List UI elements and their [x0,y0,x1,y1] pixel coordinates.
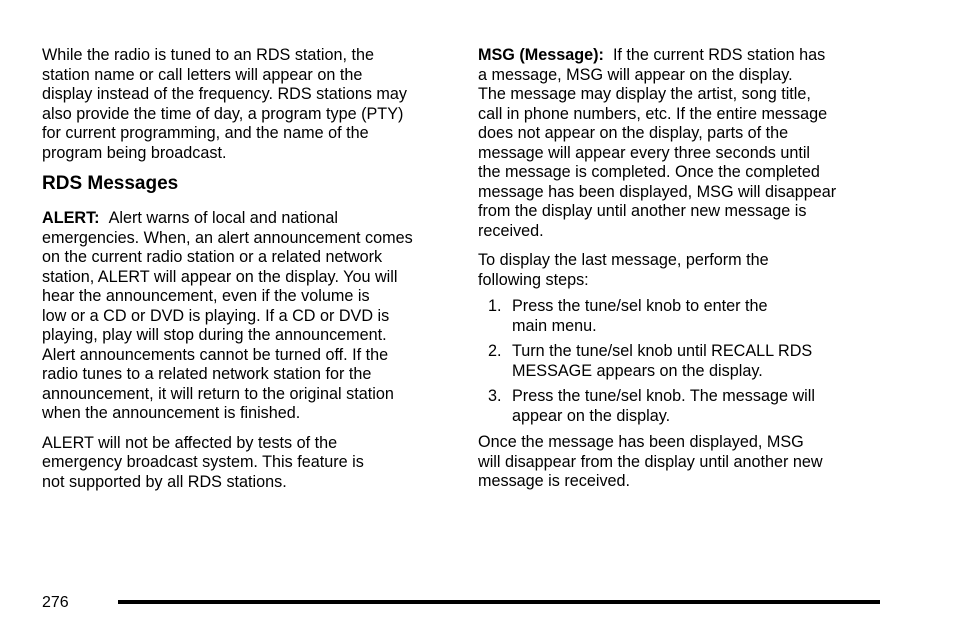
step-number: 3. [488,387,502,405]
footer-rule [118,600,880,604]
left-column [42,46,452,502]
alert-paragraph [42,209,452,424]
steps-list [478,297,878,426]
alert-note-paragraph [42,434,452,493]
text-line: emergency broadcast system. This feature is [42,453,364,471]
text-line: The message may display the artist, song title, [478,85,811,103]
text-line [478,46,878,66]
section-heading: RDS Messages [42,173,179,194]
text-line: Press the tune/sel knob to enter the [512,297,768,315]
text-line: not supported by all RDS stations. [42,472,287,491]
alert-label: ALERT: [42,209,100,227]
text-line: from the display until another new message is [478,202,807,220]
text-line: program being broadcast. [42,143,227,162]
intro-paragraph [42,46,452,163]
msg-label: MSG (Message): [478,46,604,64]
text-line: MESSAGE appears on the display. [512,361,763,380]
text-line: Turn the tune/sel knob until RECALL RDS [512,342,813,360]
text-line: call in phone numbers, etc. If the entire message [478,104,828,123]
text-line: when the announcement is finished. [42,404,301,422]
alert-text: Alert warns of local and national [108,209,339,227]
text-line: will disappear from the display until another new [478,452,823,471]
text-line: the message is completed. Once the completed [478,163,820,181]
text-line: a message, MSG will appear on the display. [478,65,793,84]
text-line: appear on the display. [512,406,671,425]
text-line: following steps: [478,270,589,289]
msg-text: If the current RDS station has [612,46,826,64]
step-number: 1. [488,297,502,315]
text-line: radio tunes to a related network station for the [42,365,372,383]
text-line: station, ALERT will appear on the display. You will [42,267,398,286]
closing-paragraph [478,433,878,492]
text-line: on the current radio station or a related network [42,248,383,266]
text-line: ALERT will not be affected by tests of the [42,433,338,452]
text-line: station name or call letters will appear on the [42,65,363,84]
page-number: 276 [42,594,69,611]
text-line: message has been displayed, MSG will disappear [478,182,837,201]
steps-intro-paragraph [478,251,878,290]
text-line: low or a CD or DVD is playing. If a CD or DVD is [42,306,390,325]
msg-paragraph [478,46,878,241]
text-line: received. [478,221,544,240]
text-line: Once the message has been displayed, MSG [478,433,804,451]
text-line: To display the last message, perform the [478,251,769,269]
list-item [478,297,878,336]
text-line: also provide the time of day, a program type (PTY) [42,104,404,123]
list-item [478,387,878,426]
step-number: 2. [488,342,502,360]
text-line: display instead of the frequency. RDS stations may [42,85,408,103]
text-line: message will appear every three seconds until [478,143,811,162]
text-line: While the radio is tuned to an RDS station, the [42,46,375,64]
text-line: announcement, it will return to the original station [42,384,394,403]
text-line [42,209,452,229]
text-line: Alert announcements cannot be turned off. If the [42,345,389,364]
text-line: message is received. [478,472,631,490]
text-line: emergencies. When, an alert announcement comes [42,228,413,247]
text-line: for current programming, and the name of the [42,124,369,142]
text-line: does not appear on the display, parts of the [478,124,789,142]
list-item [478,342,878,381]
right-column [478,46,878,502]
text-line: hear the announcement, even if the volume is [42,287,370,305]
text-line: playing, play will stop during the announcement. [42,326,387,344]
text-line: Press the tune/sel knob. The message will [512,387,815,405]
text-line: main menu. [512,316,597,335]
